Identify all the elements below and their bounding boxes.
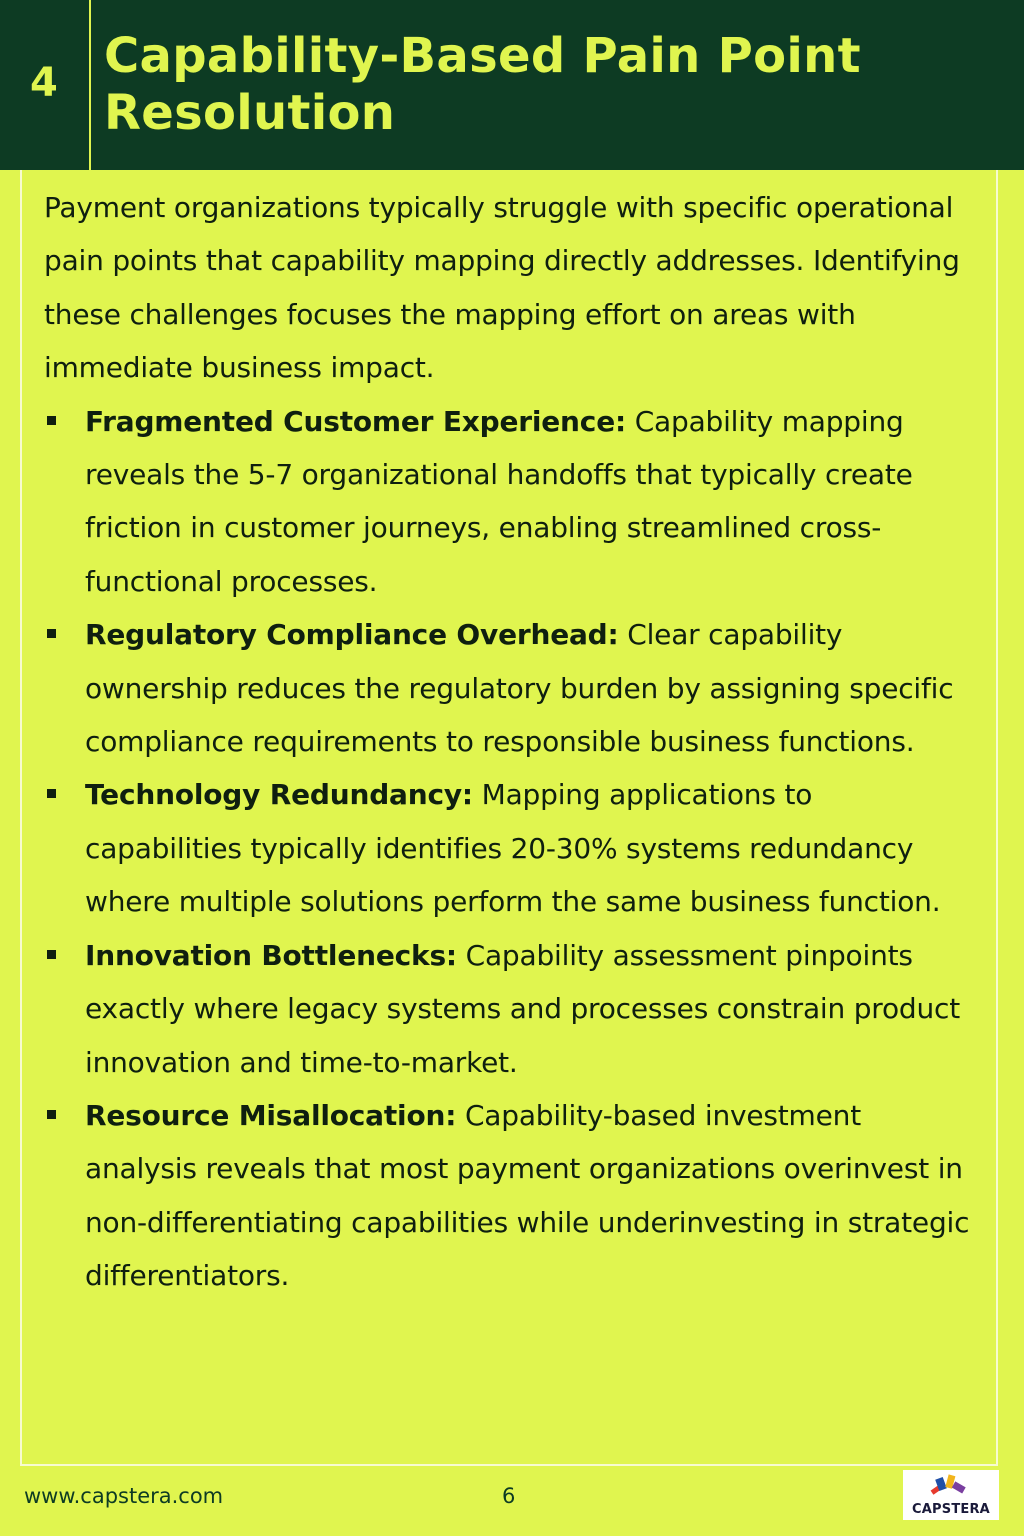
page-number: 6 [502,1484,516,1508]
list-item [44,1089,974,1303]
section-number: 4 [30,60,58,106]
bullet-term: Fragmented Customer Experience: [85,404,626,438]
bullet-text: Capability-based investment analysis reveals that most payment organizations overinvest in non-differentiating capabilities while underinvesting in strategic differentiators. [85,1098,970,1293]
header-divider [89,0,91,170]
bullet-term: Innovation Bottlenecks: [85,938,457,972]
bullet-term: Technology Redundancy: [85,778,473,812]
intro-paragraph: Payment organizations typically struggle with specific operational pain points that capability mapping directly addresses. Identifying these challenges focuses the mapping effort on areas with immediate business impact. [44,191,960,385]
square-bullet-icon [47,789,56,798]
list-item [44,608,974,768]
page-title [104,28,984,142]
header-bar [0,0,1024,170]
capstera-logo [903,1470,999,1520]
list-item [44,395,974,609]
title-line-2: Resolution [104,85,396,141]
capstera-logo-icon [929,1472,973,1502]
list-item [44,768,974,928]
pain-point-list [44,395,974,1303]
logo-text: CAPSTERA [912,1502,990,1517]
bullet-term: Regulatory Compliance Overhead: [85,618,619,652]
square-bullet-icon [47,629,56,638]
bullet-text: Mapping applications to capabilities typically identifies 20-30% systems redundancy where multiple solutions perform the same business function. [85,778,941,919]
square-bullet-icon [47,416,56,425]
square-bullet-icon [47,950,56,959]
bullet-term: Resource Misallocation: [85,1098,457,1132]
bullet-text: Capability mapping reveals the 5-7 organizational handoffs that typically create friction in customer journeys, enabling streamlined cross-functional processes. [85,404,913,598]
bullet-text: Capability assessment pinpoints exactly where legacy systems and processes constrain product innovation and time-to-market. [85,938,961,1079]
content-body [44,181,974,1303]
title-line-1: Capability-Based Pain Point [104,28,861,84]
bullet-text: Clear capability ownership reduces the regulatory burden by assigning specific compliance requirements to responsible business functions. [85,618,954,759]
square-bullet-icon [47,1110,56,1119]
list-item [44,929,974,1089]
footer-website-link[interactable]: www.capstera.com [24,1484,224,1508]
